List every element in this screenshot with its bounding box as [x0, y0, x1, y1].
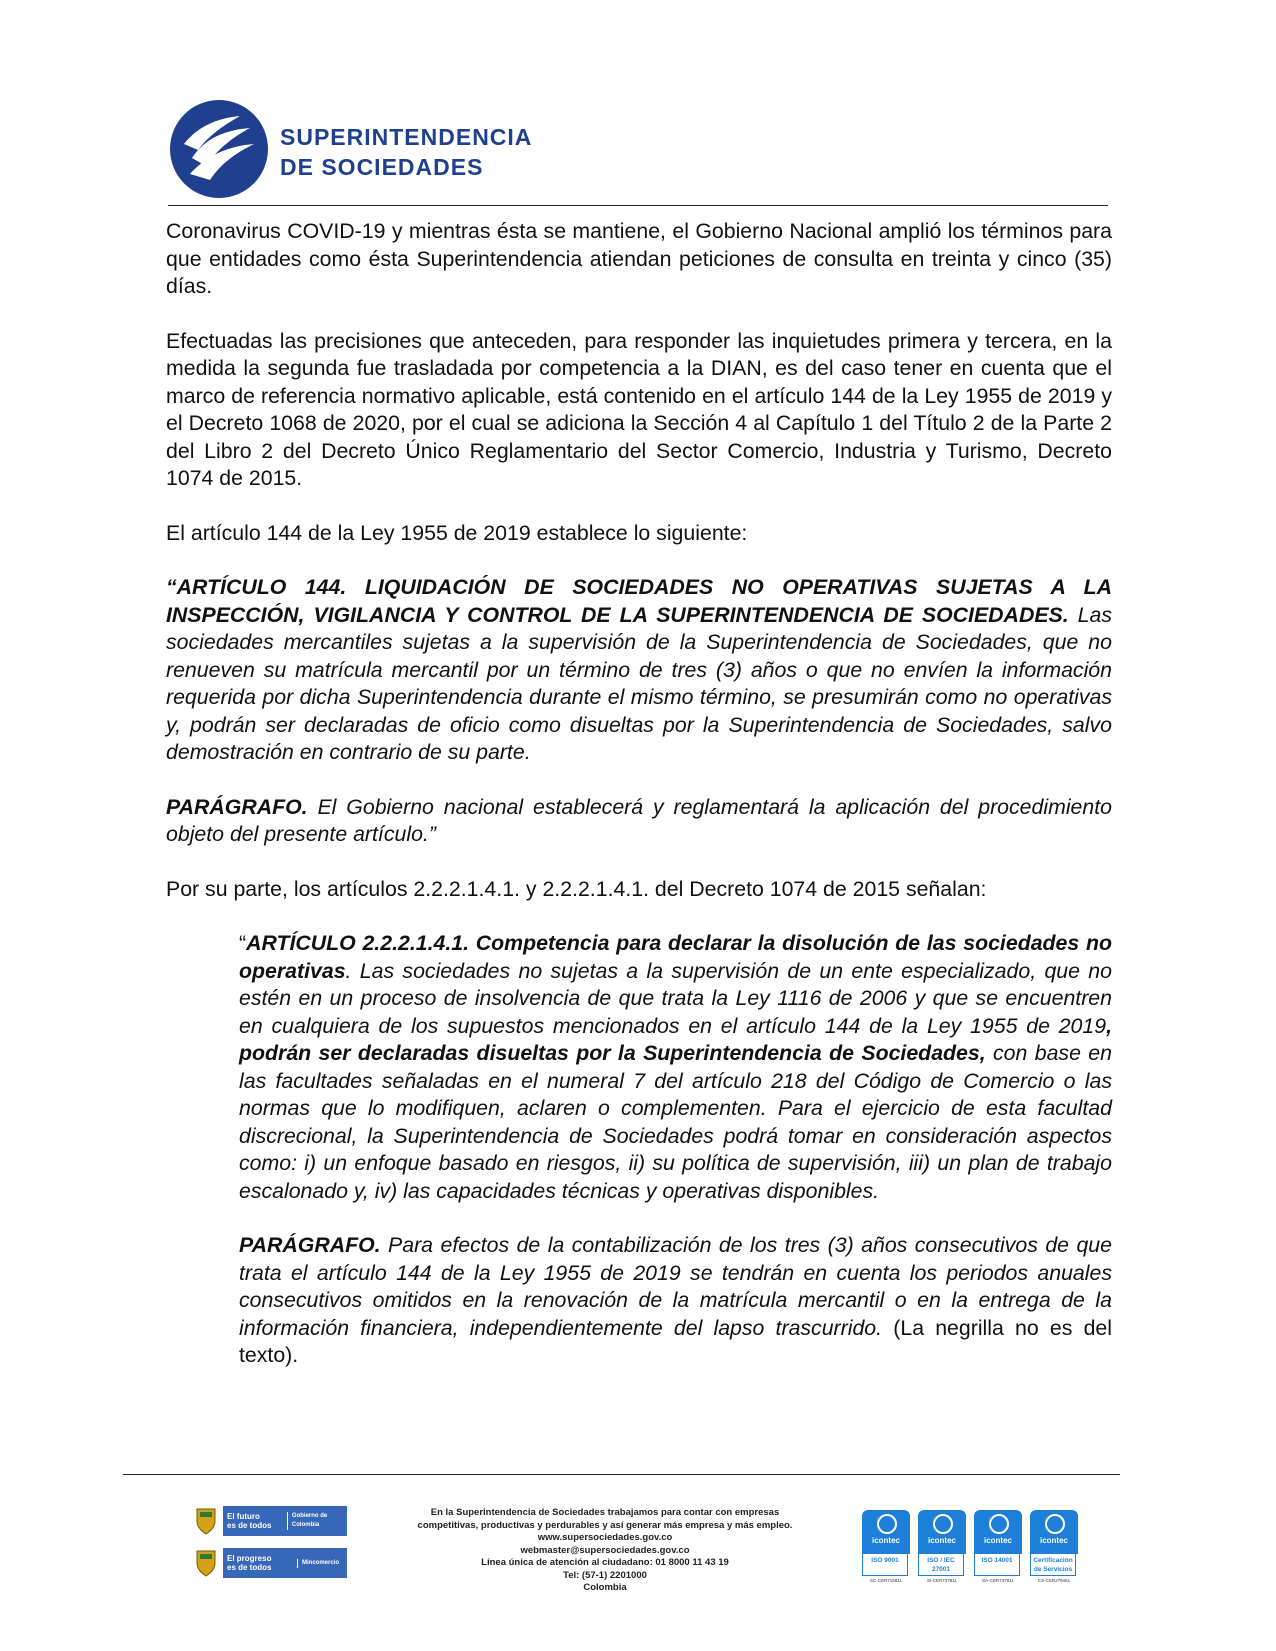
colombia-shield-icon [195, 1507, 217, 1535]
cert-code: SI-CER737811 [927, 1578, 957, 1583]
cert-iso: Certificación de Servicios [1030, 1554, 1076, 1576]
footer-info-line: competitivas, productivas y perdurables y así generar más empresa y más empleo. [417, 1519, 793, 1531]
footer-divider [123, 1474, 1120, 1475]
quote-paragrafo-2-heading: PARÁGRAFO. [239, 1233, 381, 1257]
quote-paragrafo-1-text: El Gobierno nacional establecerá y reglamentará la aplicación del procedimiento objeto del presente artículo.” [166, 794, 1112, 846]
icontec-icon [933, 1514, 953, 1534]
org-name-line2: DE SOCIEDADES [280, 154, 484, 180]
icontec-cert-badge [1030, 1510, 1078, 1583]
quote-paragrafo-2 [239, 1232, 1112, 1370]
quote-article-144 [166, 574, 1112, 767]
cert-iso: ISO 9001 [862, 1554, 908, 1576]
quote-decree-text-2: con base en las facultades señaladas en el numeral 7 del artículo 218 del Código de Comercio o las normas que lo modifiquen, aclaren o complementen. Para el ejercicio de esta facultad discrecional, la Superintendencia de Sociedades podrá tomar en consideración aspectos como: i) un enfoque basado en riesgos, ii) su política de supervisión, iii) un plan de trabajo escalonado y, iv) las capacidades técnicas y operativas disponibles. [239, 1041, 1112, 1203]
icontec-cert-badge [974, 1510, 1022, 1583]
gov1-entity: Gobierno de Colombia [287, 1512, 347, 1530]
bold-note: (La negrilla no es del texto). [239, 1315, 1112, 1367]
cert-iso: ISO 14001 [974, 1554, 1020, 1576]
quote-decree-heading: ARTÍCULO 2.2.2.1.4.1. Competencia para declarar la disolución de las sociedades no operativas [239, 931, 1112, 983]
icontec-cert-badge [918, 1510, 966, 1583]
cert-code: SA-CER737811 [982, 1578, 1014, 1583]
gov2-line2: es de todos [227, 1563, 272, 1572]
letterhead [168, 100, 1108, 206]
colombia-shield-icon [195, 1549, 217, 1577]
cert-code: CS-CER279461 [1037, 1578, 1071, 1583]
gov1-line1: El futuro [227, 1512, 260, 1521]
footer-info-line: Colombia [583, 1582, 627, 1593]
supersociedades-logo-icon [170, 100, 268, 198]
gov-logo-futuro [195, 1505, 347, 1537]
quote-paragrafo-1 [166, 794, 1112, 849]
paragraph-2: Efectuadas las precisiones que anteceden, para responder las inquietudes primera y tercera, en la medida la segunda fue trasladada por competencia a la DIAN, es del caso tener en cuenta que el marco de referencia normativo aplicable, está contenido en el artículo 144 de la Ley 1955 de 2019 y el Decreto 1068 de 2020, por el cual se adiciona la Sección 4 al Capítulo 1 del Título 2 de la Parte 2 del Libro 2 del Decreto Único Reglamentario del Sector Comercio, Industria y Turismo, Decreto 1074 de 2015. [166, 328, 1112, 490]
cert-iso: ISO / IEC 27001 [918, 1554, 964, 1576]
paragraph-3: El artículo 144 de la Ley 1955 de 2019 establece lo siguiente: [166, 520, 748, 545]
paragraph-1: Coronavirus COVID-19 y mientras ésta se mantiene, el Gobierno Nacional amplió los términos para que entidades como ésta Superintendencia atiendan peticiones de consulta en treinta y cinco (35) días. [166, 219, 1112, 298]
document-body [166, 218, 1112, 1397]
quote-paragrafo-2-text: Para efectos de la contabilización de los tres (3) años consecutivos de que trata el artículo 144 de la Ley 1955 de 2019 se tendrán en cuenta los periodos anuales consecutivos omitidos en la renovación de la matrícula mercantil o en la entrega de la información financiera, independientemente del lapso trascurrido. [239, 1233, 1112, 1340]
gov2-entity: Mincomercio [297, 1559, 339, 1568]
gov1-line2: es de todos [227, 1521, 272, 1530]
header-divider [168, 205, 1108, 206]
footer-website-link[interactable]: www.supersociedades.gov.co [537, 1532, 673, 1543]
quote-article-144-heading: “ARTÍCULO 144. LIQUIDACIÓN DE SOCIEDADES NO OPERATIVAS SUJETAS A LA INSPECCIÓN, VIGILANCIA Y CONTROL DE LA SUPERINTENDENCIA DE SOCIEDADES. [166, 575, 1112, 627]
gov-logo-progreso [195, 1547, 347, 1579]
cert-brand: icontec [927, 1536, 956, 1545]
footer-info-line: En la Superintendencia de Sociedades trabajamos para contar con empresas [430, 1507, 780, 1518]
cert-brand: icontec [983, 1536, 1012, 1545]
footer-info-line: Tel: (57-1) 2201000 [563, 1569, 647, 1581]
org-name-line1: SUPERINTENDENCIA [280, 124, 533, 150]
icontec-icon [989, 1514, 1009, 1534]
org-name [280, 122, 532, 182]
gov2-line1: El progreso [227, 1554, 272, 1563]
quote-paragrafo-1-heading: PARÁGRAFO. [166, 794, 308, 819]
footer-email-link[interactable]: webmaster@supersociedades.gov.co [520, 1544, 690, 1556]
cert-code: SC-CER715811 [870, 1578, 902, 1583]
paragraph-4: Por su parte, los artículos 2.2.2.1.4.1. y 2.2.2.1.4.1. del Decreto 1074 de 2015 señalan: [166, 876, 987, 901]
icontec-cert-badge [862, 1510, 910, 1583]
footer [0, 1495, 1276, 1595]
quote-decree-bold-2: , podrán ser declaradas disueltas por la Superintendencia de Sociedades, [239, 1013, 1112, 1065]
cert-brand: icontec [871, 1536, 900, 1545]
icontec-icon [1045, 1514, 1065, 1534]
footer-contact-info [370, 1507, 840, 1595]
quote-open-mark: “ [239, 931, 247, 955]
icontec-icon [877, 1514, 897, 1534]
quote-decree-article [239, 930, 1112, 1205]
cert-brand: icontec [1039, 1536, 1068, 1545]
quote-decree-text-1: . Las sociedades no sujetas a la supervisión de un ente especializado, que no estén en un proceso de insolvencia de que trata la Ley 1116 de 2006 y que se encuentren en cualquiera de los supuestos mencionados en el artículo 144 de la Ley 1955 de 2019 [239, 958, 1112, 1038]
footer-info-line: Línea única de atención al ciudadano: 01 8000 11 43 19 [481, 1557, 729, 1568]
quote-article-144-text: Las sociedades mercantiles sujetas a la supervisión de la Superintendencia de Sociedades, que no renueven su matrícula mercantil por un término de tres (3) años o que no envíen la información requerida por dicha Superintendencia durante el mismo término, se presumirán como no operativas y, podrán ser declaradas de oficio como disueltas por la Superintendencia de Sociedades, salvo demostración en contrario de su parte. [166, 602, 1112, 764]
